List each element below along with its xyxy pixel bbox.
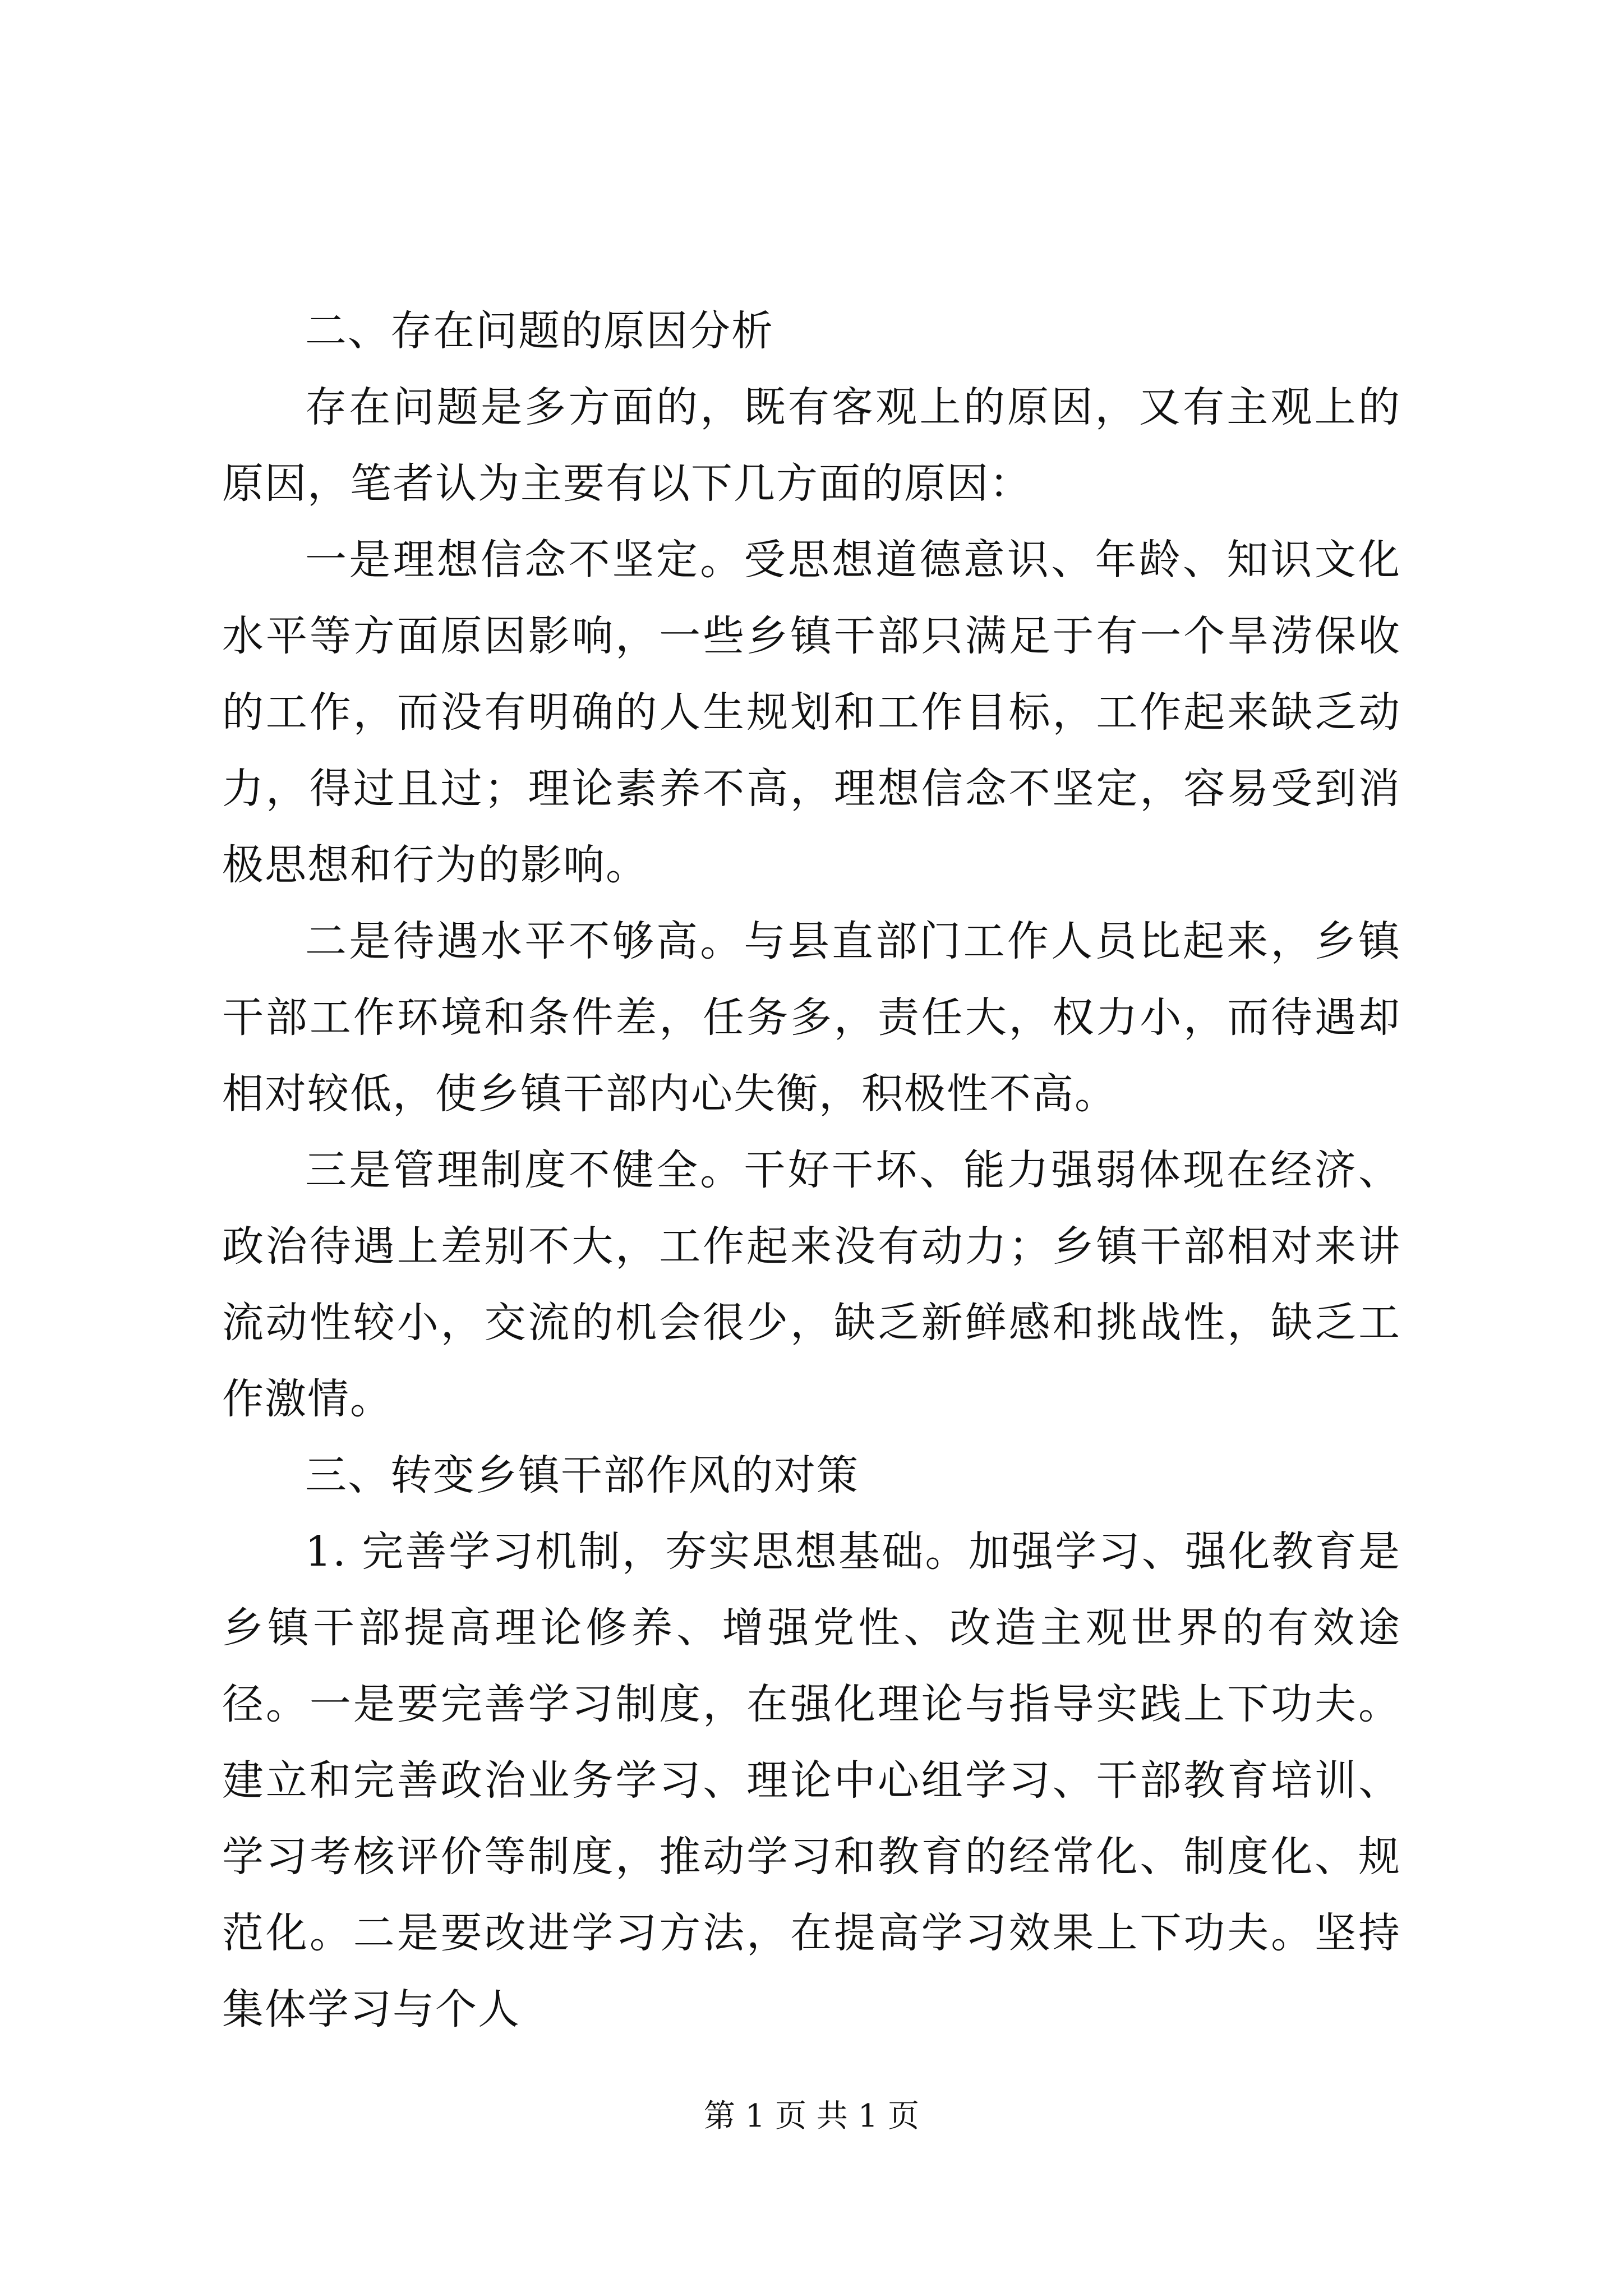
paragraph-measure-1: 1. 完善学习机制，夯实思想基础。加强学习、强化教育是乡镇干部提高理论修养、增强党性、改造主观世界的有效途径。一是要完善学习制度，在强化理论与指导实践上下功夫。建立和完善政治业务学习、理论中心组学习、干部教育培训、学习考核评价等制度，推动学习和教育的经常化、制度化、规范化。二是要改进学习方法，在提高学习效果上下功夫。坚持集体学习与个人	[222, 1527, 1401, 2033]
paragraph-cause-1: 一是理想信念不坚定。受思想道德意识、年龄、知识文化水平等方面原因影响，一些乡镇干部只满足于有一个旱涝保收的工作，而没有明确的人生规划和工作目标，工作起来缺乏动力，得过且过；理论素养不高，理想信念不坚定，容易受到消极思想和行为的影响。	[222, 536, 1401, 889]
page-footer: 第 1 页 共 1 页	[703, 2098, 920, 2134]
section-heading-measures: 三、转变乡镇干部作风的对策	[305, 1451, 859, 1499]
paragraph-cause-2: 二是待遇水平不够高。与县直部门工作人员比起来，乡镇干部工作环境和条件差，任务多，责任大，权力小，而待遇却相对较低，使乡镇干部内心失衡，积极性不高。	[222, 917, 1401, 1118]
section-heading-causes: 二、存在问题的原因分析	[305, 307, 774, 355]
paragraph-cause-3: 三是管理制度不健全。干好干坏、能力强弱体现在经济、政治待遇上差别不大，工作起来没有动力；乡镇干部相对来讲流动性较小，交流的机会很少，缺乏新鲜感和挑战性，缺乏工作激情。	[222, 1146, 1401, 1423]
paragraph-intro: 存在问题是多方面的，既有客观上的原因，又有主观上的原因，笔者认为主要有以下几方面的原因：	[222, 383, 1401, 508]
document-body	[222, 293, 1401, 2047]
